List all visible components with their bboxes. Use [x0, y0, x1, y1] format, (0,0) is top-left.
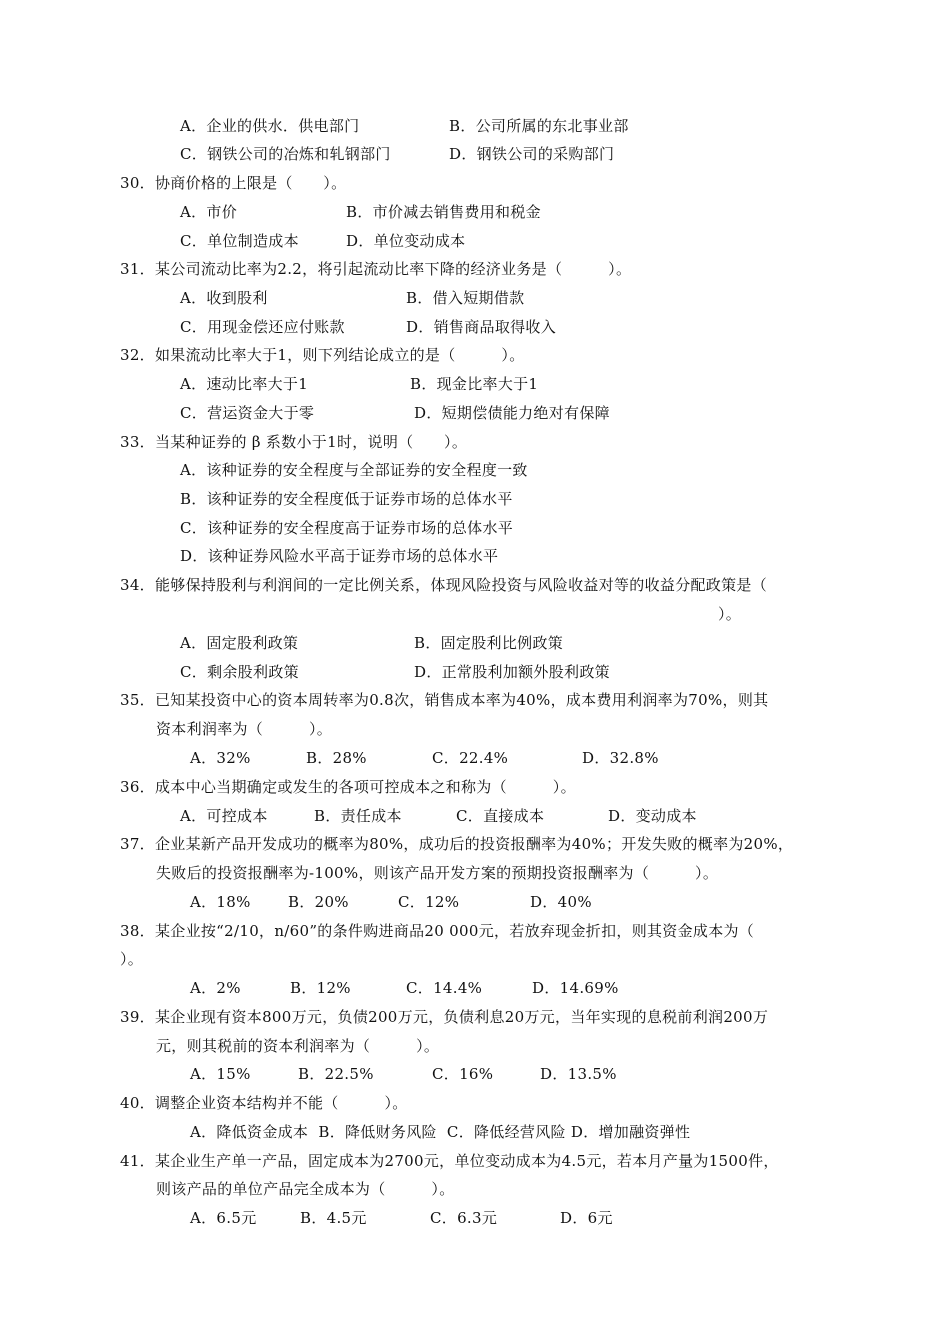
- q36-stem: 36．成本中心当期确定或发生的各项可控成本之和称为（ ）。: [120, 778, 576, 796]
- q36-option-b: B．责任成本: [314, 807, 402, 825]
- q30-option-a: A．市价: [180, 203, 238, 221]
- q39-option-b: B．22.5%: [298, 1065, 374, 1083]
- q39-option-d: D．13.5%: [540, 1065, 617, 1083]
- q36-option-a: A．可控成本: [180, 807, 268, 825]
- q37-option-d: D．40%: [530, 893, 592, 911]
- q30-option-c: C．单位制造成本: [180, 232, 299, 250]
- q37-option-b: B．20%: [288, 893, 349, 911]
- q34-stem: 34．能够保持股利与利润间的一定比例关系，体现风险投资与风险收益对等的收益分配政策是（: [120, 576, 767, 594]
- q33-option-a: A．该种证券的安全程度与全部证券的安全程度一致: [180, 461, 528, 479]
- q29-option-a: A．企业的供水．供电部门: [180, 117, 360, 135]
- q37-stem-line2: 失败后的投资报酬率为-100%，则该产品开发方案的预期投资报酬率为（ ）。: [156, 864, 719, 882]
- q41-stem: 41．某企业生产单一产品，固定成本为2700元，单位变动成本为4.5元，若本月产量为1500件，: [120, 1152, 779, 1170]
- q35-option-b: B．28%: [306, 749, 367, 767]
- q34-option-b: B．固定股利比例政策: [414, 634, 564, 652]
- q39-option-a: A．15%: [190, 1065, 251, 1083]
- q37-option-a: A．18%: [190, 893, 251, 911]
- q41-option-c: C．6.3元: [430, 1209, 498, 1227]
- q38-option-c: C．14.4%: [406, 979, 483, 997]
- q29-option-b: B．公司所属的东北事业部: [449, 117, 629, 135]
- q32-option-a: A．速动比率大于1: [180, 375, 309, 393]
- q34-option-d: D．正常股利加额外股利政策: [414, 663, 610, 681]
- q37-option-c: C．12%: [398, 893, 460, 911]
- q39-stem: 39．某企业现有资本800万元，负债200万元，负债利息20万元，当年实现的息税前利润200万: [120, 1008, 769, 1026]
- q35-stem: 35．已知某投资中心的资本周转率为0.8次，销售成本率为40%，成本费用利润率为70%，则其: [120, 691, 769, 709]
- q34-option-c: C．剩余股利政策: [180, 663, 299, 681]
- q34-stem-close: ）。: [718, 605, 742, 623]
- q35-option-a: A．32%: [190, 749, 251, 767]
- q36-option-d: D．变动成本: [608, 807, 697, 825]
- q38-stem-close: ）。: [120, 950, 144, 968]
- q38-option-d: D．14.69%: [532, 979, 619, 997]
- q31-option-a: A．收到股利: [180, 289, 268, 307]
- q33-option-c: C．该种证券的安全程度高于证券市场的总体水平: [180, 519, 514, 537]
- q31-option-d: D．销售商品取得收入: [406, 318, 557, 336]
- q39-option-c: C．16%: [432, 1065, 494, 1083]
- q41-option-a: A．6.5元: [190, 1209, 257, 1227]
- q34-option-a: A．固定股利政策: [180, 634, 299, 652]
- q32-stem: 32．如果流动比率大于1，则下列结论成立的是（ ）。: [120, 346, 525, 364]
- q32-option-b: B．现金比率大于1: [410, 375, 539, 393]
- q38-option-b: B．12%: [290, 979, 351, 997]
- q31-stem: 31．某公司流动比率为2.2，将引起流动比率下降的经济业务是（ ）。: [120, 260, 632, 278]
- q29-option-d: D．钢铁公司的采购部门: [449, 145, 615, 163]
- q31-option-b: B．借入短期借款: [406, 289, 525, 307]
- q33-option-d: D．该种证券风险水平高于证券市场的总体水平: [180, 547, 499, 565]
- q36-option-c: C．直接成本: [456, 807, 545, 825]
- q29-option-c: C．钢铁公司的冶炼和轧钢部门: [180, 145, 391, 163]
- q40-stem: 40．调整企业资本结构并不能（ ）。: [120, 1094, 408, 1112]
- q39-stem-line2: 元，则其税前的资本利润率为（ ）。: [156, 1037, 440, 1055]
- q33-stem: 33．当某种证券的 β 系数小于1时，说明（ ）。: [120, 433, 468, 451]
- q35-option-d: D．32.8%: [582, 749, 659, 767]
- q41-option-d: D．6元: [560, 1209, 613, 1227]
- q38-option-a: A．2%: [190, 979, 241, 997]
- q40-options: A．降低资金成本 B．降低财务风险 C．降低经营风险 D．增加融资弹性: [190, 1123, 691, 1141]
- q32-option-d: D．短期偿债能力绝对有保障: [414, 404, 610, 422]
- q31-option-c: C．用现金偿还应付账款: [180, 318, 345, 336]
- q35-option-c: C．22.4%: [432, 749, 509, 767]
- q30-option-b: B．市价减去销售费用和税金: [346, 203, 541, 221]
- q35-stem-line2: 资本利润率为（ ）。: [156, 720, 333, 738]
- q30-option-d: D．单位变动成本: [346, 232, 466, 250]
- q41-stem-line2: 则该产品的单位产品完全成本为（ ）。: [156, 1180, 455, 1198]
- q37-stem: 37．企业某新产品开发成功的概率为80%，成功后的投资报酬率为40%；开发失败的概率为20%，: [120, 835, 794, 853]
- q33-option-b: B．该种证券的安全程度低于证券市场的总体水平: [180, 490, 513, 508]
- q41-option-b: B．4.5元: [300, 1209, 367, 1227]
- q32-option-c: C．营运资金大于零: [180, 404, 315, 422]
- q30-stem: 30．协商价格的上限是（ ）。: [120, 174, 347, 192]
- q38-stem: 38．某企业按“2/10，n/60”的条件购进商品20 000元，若放弃现金折扣，则其资金成本为（: [120, 922, 755, 940]
